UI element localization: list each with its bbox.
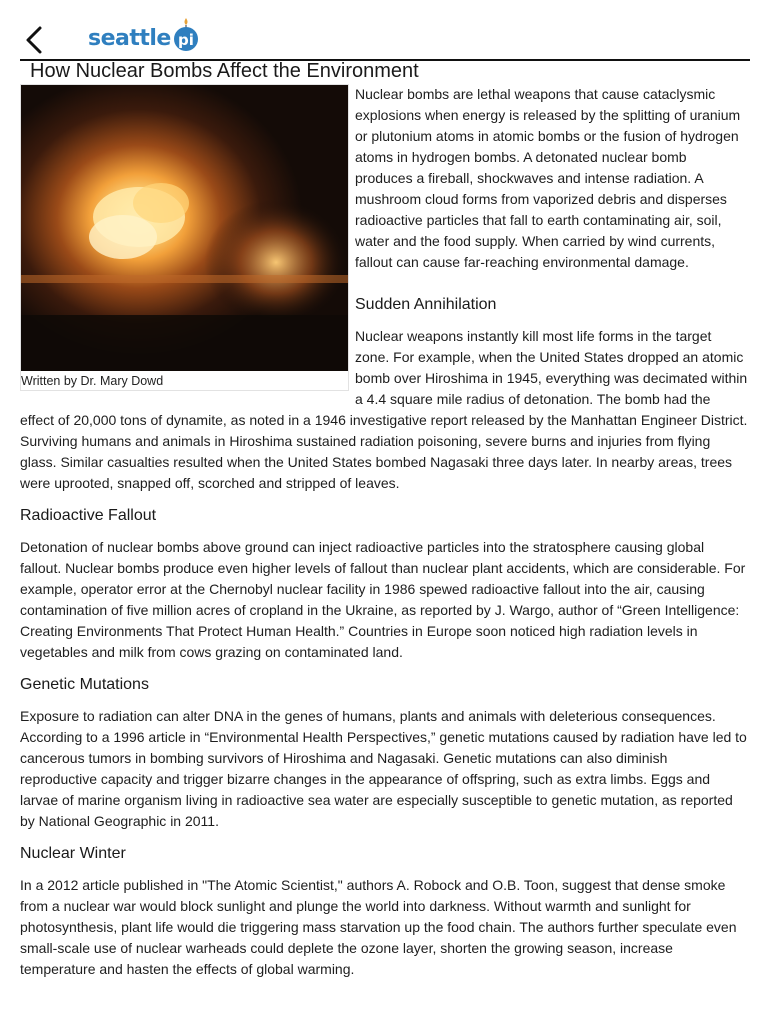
logo-wordmark: seattle — [88, 25, 171, 51]
logo-badge — [172, 24, 200, 52]
section-heading: Radioactive Fallout — [20, 507, 157, 524]
section-heading: Sudden Annihilation — [355, 296, 497, 313]
article-body — [20, 84, 748, 991]
section-paragraph: Detonation of nuclear bombs above ground can inject radioactive particles into the stratosphere causing global fallout. Nuclear bombs produce even higher levels of fallout than nuclear plant accidents, which are considerable. For example, operator error at the Chernobyl nuclear facility in 1986 spewed radioactive fallout into the air, causing contamination of five million acres of cropland in the Ukraine, as reported by J. Wargo, author of “Green Intelligence: Creating Environments That Protect Human Health.” Countries in Europe soon noticed high radiation levels in vegetables and milk from cows grazing on contaminated land. — [20, 539, 746, 660]
section-heading: Nuclear Winter — [20, 845, 126, 862]
chevron-left-icon — [18, 22, 54, 58]
back-button[interactable] — [18, 22, 54, 58]
nuclear-explosion-photo — [21, 85, 348, 371]
section-heading: Genetic Mutations — [20, 676, 149, 693]
section-paragraph: Exposure to radiation can alter DNA in the genes of humans, plants and animals with deleterious consequences. According to a 1996 article in “Environmental Health Perspectives,” genetic mutations caused by radiation have led to cancerous tumors in bombing survivors of Hiroshima and Nagasaki. Genetic mutations can also diminish reproductive capacity and trigger bizarre changes in the appearance of offspring, such as extra limbs. Eggs and larvae of marine organism living in radioactive sea water are especially susceptible to genetic mutation, as reported by National Geographic in 2011. — [20, 708, 747, 829]
app-header — [0, 0, 768, 60]
svg-text:pi: pi — [177, 31, 194, 49]
section-paragraph: Nuclear weapons instantly kill most life forms in the target zone. For example, when the United States dropped an atomic bomb over Hiroshima in 1945, everything was decimated within a 4.4 square mile radius of detonation. The bomb had the effect of 20,000 tons of dynamite, as noted in a 1946 investigative report released by the Manhattan Engineer District. Surviving humans and animals in Hiroshima sustained radiation poisoning, severe burns and injuries from flying glass. Similar casualties resulted when the United States bombed Nagasaki three days later. In nearby areas, trees were uprooted, snapped off, scorched and stripped of leaves. — [20, 328, 748, 491]
article-title: How Nuclear Bombs Affect the Environment — [30, 60, 419, 82]
image-caption: Written by Dr. Mary Dowd — [21, 374, 164, 388]
section-paragraph: In a 2012 article published in "The Atomic Scientist," authors A. Robock and O.B. Toon, suggest that dense smoke from a nuclear war would block sunlight and plunge the world into darkness. Without warmth and sunlight for photosynthesis, plant life would die triggering mass starvation up the food chain. The authors further speculate even small-scale use of nuclear warheads could deplete the ozone layer, shorten the growing season, increase temperature and hasten the effects of global warming. — [20, 877, 737, 977]
seattlepi-logo[interactable] — [88, 18, 200, 58]
article-figure — [20, 84, 349, 391]
intro-paragraph: Nuclear bombs are lethal weapons that cause cataclysmic explosions when energy is released by the splitting of uranium or plutonium atoms in atomic bombs or the fusion of hydrogen atoms in hydrogen bombs. A detonated nuclear bomb produces a fireball, shockwaves and intense radiation. A mushroom cloud forms from vaporized debris and disperses radioactive particles that fall to earth contaminating air, soil, water and the food supply. When carried by wind currents, fallout can cause far-reaching environmental damage. — [355, 86, 741, 270]
